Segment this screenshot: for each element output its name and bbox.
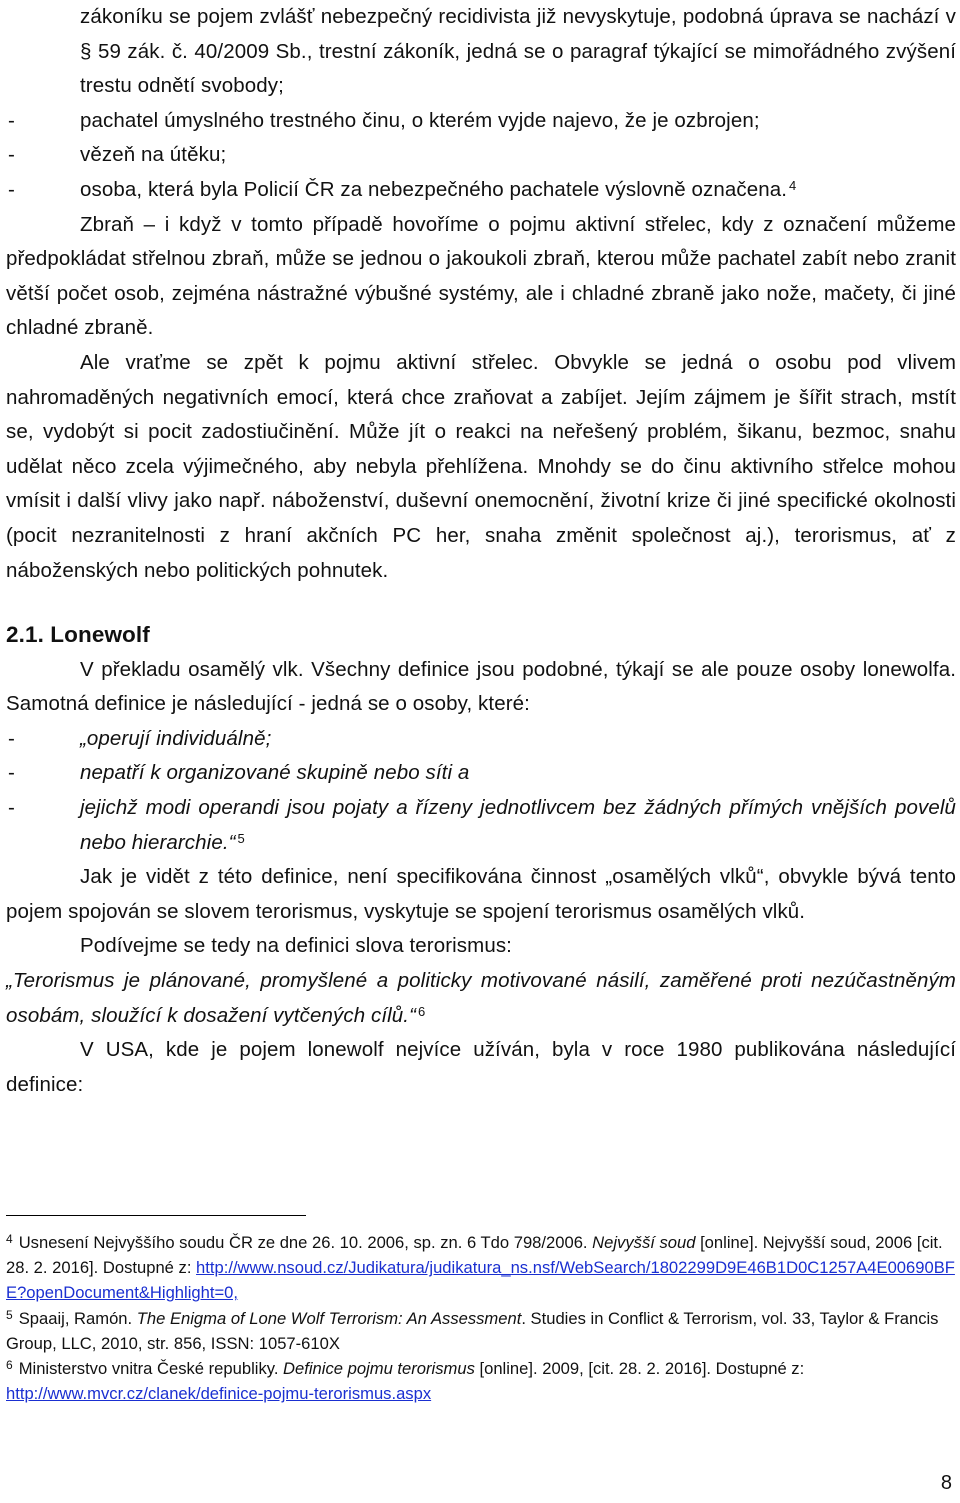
dash-mark: - — [8, 726, 15, 750]
definition-item — [6, 791, 956, 860]
dash-item — [6, 138, 956, 173]
footnote-text: [online]. Nejvyšší soud, 2006 [cit. 28. 2. 2016]. Dostupné z: — [6, 1233, 943, 1278]
paragraph-podivejme: Podívejme se tedy na definici slova terorismus: — [80, 934, 512, 958]
footnote-6 — [6, 1356, 956, 1406]
footnote-5 — [6, 1306, 956, 1356]
section-title: Lonewolf — [50, 622, 150, 648]
footnote-text: Spaaij, Ramón. — [18, 1308, 137, 1328]
footnote-italic: Definice pojmu terorismus — [283, 1359, 475, 1379]
footnote-text: Ministerstvo vnitra České republiky. — [18, 1359, 284, 1379]
definition-item — [6, 756, 956, 791]
footnote-separator — [6, 1215, 306, 1216]
definition-item — [6, 722, 956, 757]
definition-item-text: jejichž modi operandi jsou pojaty a řízeny jednotlivcem bez žádných přímých vnějších povelů nebo hierarchie.“ — [80, 796, 956, 854]
dash-mark: - — [8, 108, 15, 132]
footnote-ref-6[interactable]: 6 — [418, 1003, 426, 1019]
definition-item-text: „operují individuálně; — [80, 726, 272, 750]
quote-text: „Terorismus je plánované, promyšlené a politicky motivované násilí, zaměřené proti nezúčastněným osobám, sloužící k dosažení vytčených cílů.“ — [6, 969, 956, 1027]
quote-terorismus — [6, 964, 956, 1033]
footnotes — [6, 1230, 956, 1406]
definition-item-text: nepatří k organizované skupině nebo síti a — [80, 761, 470, 785]
dash-mark: - — [8, 177, 15, 201]
paragraph-lonewolf: V překladu osamělý vlk. Všechny definice jsou podobné, týkají se ale pouze osoby lonewolfa. Samotná definice je následující - jedná se o osoby, které: — [6, 657, 956, 716]
section-number: 2.1. — [6, 622, 44, 648]
footnote-link[interactable]: http://www.mvcr.cz/clanek/definice-pojmu-terorismus.aspx — [6, 1384, 432, 1404]
footnote-number: 6 — [6, 1358, 13, 1373]
footnote-number: 5 — [6, 1307, 13, 1322]
dash-mark: - — [8, 796, 15, 820]
continuation-paragraph — [6, 0, 956, 104]
footnote-ref-4[interactable]: 4 — [789, 177, 797, 193]
dash-item — [6, 173, 956, 208]
continuation-text: zákoníku se pojem zvlášť nebezpečný recidivista již nevyskytuje, podobná úprava se nachází v § 59 zák. č. 40/2009 Sb., trestní zákoník, jedná se o paragraf týkající se mimořádného zvýšení trestu odnětí svobody; — [80, 5, 956, 98]
page-number: 8 — [940, 1472, 952, 1494]
footnote-ref-5[interactable]: 5 — [237, 830, 245, 846]
dash-mark: - — [8, 143, 15, 167]
dash-item-text: pachatel úmyslného trestného činu, o kterém vyjde najevo, že je ozbrojen; — [80, 108, 760, 132]
dash-item-text: osoba, která byla Policií ČR za nebezpečného pachatele výslovně označena. — [80, 177, 788, 201]
footnote-text: Usnesení Nejvyššího soudu ČR ze dne 26. 10. 2006, sp. zn. 6 Tdo 798/2006. — [18, 1233, 593, 1252]
footnote-text: . Studies in Conflict & Terrorism, vol. 33, Taylor & Francis Group, LLC, 2010, str. 856, ISSN: 1057-610X — [6, 1308, 939, 1353]
footnote-4 — [6, 1230, 956, 1306]
footnote-italic: The Enigma of Lone Wolf Terrorism: An Assessment — [136, 1308, 522, 1328]
dash-item-text: vězeň na útěku; — [80, 143, 227, 167]
section-heading — [6, 618, 956, 653]
paragraph-zbran: Zbraň – i když v tomto případě hovoříme o pojmu aktivní střelec, kdy z označení můžeme předpokládat střelnou zbraň, může se jednou o jakoukoli zbraň, kterou může pachatel zabít nebo zranit větší počet osob, zejména nástražné výbušné systémy, ale i chladné zbraně jako nože, mačety, či jiné chladné zbraně. — [6, 212, 956, 340]
footnote-number: 4 — [6, 1232, 13, 1246]
footnote-italic: Nejvyšší soud — [592, 1233, 696, 1252]
main-text — [6, 0, 956, 1102]
dash-item — [6, 104, 956, 139]
paragraph-aktivni-strelec: Ale vraťme se zpět k pojmu aktivní střelec. Obvykle se jedná o osobu pod vlivem nahromaděných negativních emocí, která chce zraňovat a zabíjet. Jejím zájmem je šířit strach, mstít se, vydobýt si pocit zadostiučinění. Může jít o reakci na neřešený problém, šikanu, bezmoc, snahu udělat něco zcela výjimečného, aby nebyla přehlížena. Mnohdy se do činu aktivního střelce mohou vmísit i další vlivy jako např. náboženství, duševní onemocnění, životní krize či jiné specifické okolnosti (pocit nezranitelnosti z hraní akčních PC her, snaha změnit společnost aj.), terorismus, ať z náboženských nebo politických pohnutek. — [6, 350, 956, 582]
paragraph-usa: V USA, kde je pojem lonewolf nejvíce užíván, byla v roce 1980 publikována následující definice: — [6, 1038, 956, 1096]
footnote-link[interactable]: http://www.nsoud.cz/Judikatura/judikatura_ns.nsf/WebSearch/1802299D9E46B1D0C1257A4E00690BFE?openDocument&Highlight=0, — [6, 1258, 955, 1303]
paragraph-jak-je-videt: Jak je vidět z této definice, není specifikována činnost „osamělých vlků“, obvykle bývá tento pojem spojován se slovem terorismus, vyskytuje se spojení terorismus osamělých vlků. — [6, 865, 956, 923]
dash-mark: - — [8, 761, 15, 785]
footnote-text: [online]. 2009, [cit. 28. 2. 2016]. Dostupné z: — [474, 1359, 805, 1379]
